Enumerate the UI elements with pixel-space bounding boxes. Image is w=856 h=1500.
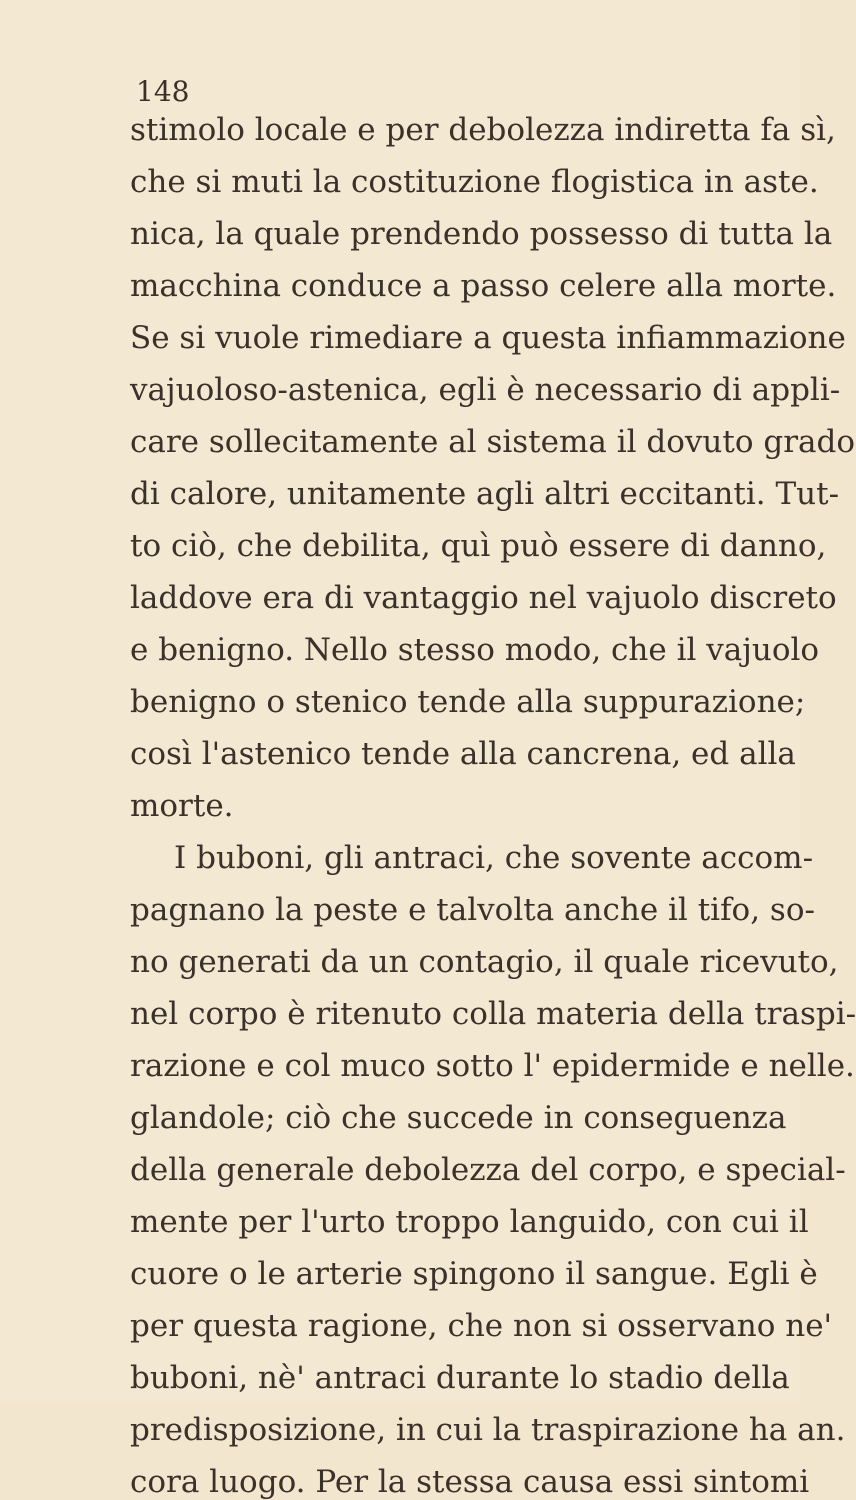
text-line: della generale debolezza del corpo, e special- — [130, 1152, 846, 1188]
text-line: benigno o stenico tende alla suppurazione; — [130, 684, 806, 720]
text-line: nel corpo è ritenuto colla materia della traspi- — [130, 996, 856, 1032]
text-line: mente per l'urto troppo languido, con cui il — [130, 1204, 809, 1240]
text-line: predisposizione, in cui la traspirazione ha an. — [130, 1412, 846, 1448]
text-line: nica, la quale prendendo possesso di tutta la — [130, 216, 833, 252]
text-line: care sollecitamente al sistema il dovuto grado — [130, 424, 856, 460]
text-line: così l'astenico tende alla cancrena, ed alla — [130, 736, 796, 772]
text-line: morte. — [130, 788, 234, 824]
text-line: buboni, nè' antraci durante lo stadio della — [130, 1360, 790, 1396]
text-line: vajuoloso-astenica, egli è necessario di appli- — [130, 372, 841, 408]
text-line: pagnano la peste e talvolta anche il tifo, so- — [130, 892, 815, 928]
text-line: no generati da un contagio, il quale ricevuto, — [130, 944, 839, 980]
text-line: to ciò, che debilita, quì può essere di danno, — [130, 528, 827, 564]
text-line: razione e col muco sotto l' epidermide e nelle. — [130, 1048, 855, 1084]
text-line: glandole; ciò che succede in conseguenza — [130, 1100, 787, 1136]
text-line: cuore o le arterie spingono il sangue. Egli è — [130, 1256, 818, 1292]
text-line: e benigno. Nello stesso modo, che il vajuolo — [130, 632, 820, 668]
text-line: macchina conduce a passo celere alla morte. — [130, 268, 837, 304]
text-line: I buboni, gli antraci, che sovente accom- — [174, 840, 814, 876]
text-line: stimolo locale e per debolezza indiretta fa sì, — [130, 112, 836, 148]
text-line: cora luogo. Per la stessa causa essi sintomi — [130, 1464, 810, 1500]
text-line: laddove era di vantaggio nel vajuolo discreto — [130, 580, 837, 616]
text-line: di calore, unitamente agli altri eccitanti. Tut- — [130, 476, 840, 512]
text-line: per questa ragione, che non si osservano ne' — [130, 1308, 833, 1344]
text-line: che si muti la costituzione flogistica in aste. — [130, 164, 819, 200]
text-line: Se si vuole rimediare a questa infiammazione — [130, 320, 846, 356]
page-number: 148 — [136, 75, 190, 108]
